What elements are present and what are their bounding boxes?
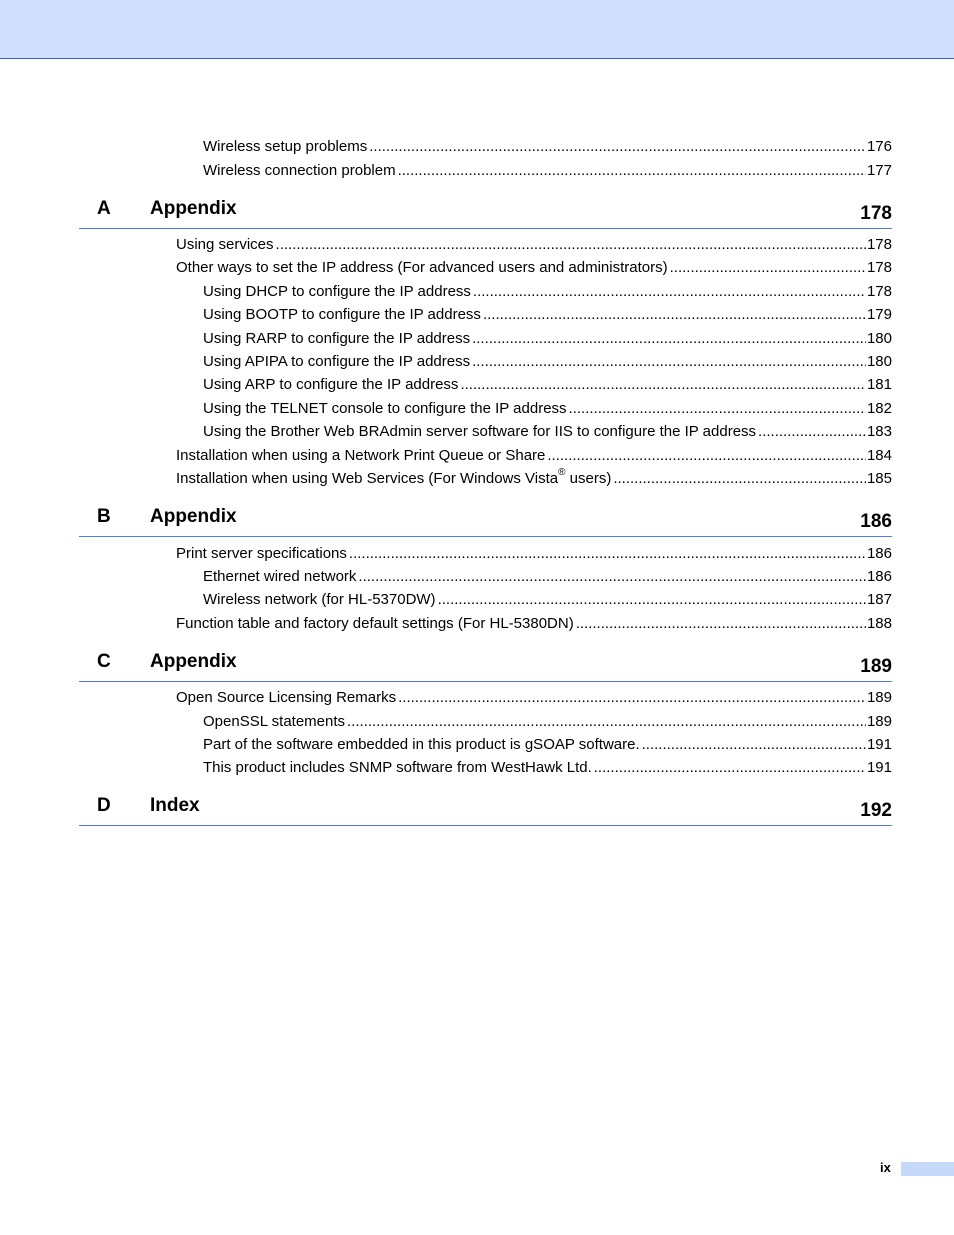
chapter-page: 186: [860, 511, 892, 532]
registered-mark: ®: [558, 467, 566, 478]
toc-entry-page: 176: [866, 138, 892, 155]
toc-entry-title: Using APIPA to configure the IP address: [203, 353, 471, 370]
dot-leader: [670, 259, 866, 277]
toc-entry[interactable]: [203, 328, 892, 348]
chapter-letter: B: [97, 506, 111, 527]
dot-leader: [369, 138, 866, 156]
dot-leader: [398, 689, 866, 707]
toc-entry-title-main: Installation when using Web Services (For Windows Vista: [176, 470, 559, 487]
footer-tab: [901, 1162, 954, 1176]
toc-entry[interactable]: [176, 687, 892, 707]
toc-entry-page: 184: [866, 447, 892, 464]
toc-entry[interactable]: [203, 757, 892, 777]
toc-entry-page: 182: [866, 400, 892, 417]
toc-entry[interactable]: [203, 160, 892, 180]
toc-entry-title: Using the TELNET console to configure the IP address: [203, 400, 567, 417]
dot-leader: [569, 400, 866, 418]
toc-entry-page: 181: [866, 376, 892, 393]
chapter-heading-b[interactable]: [79, 506, 892, 537]
toc-entry-title: Part of the software embedded in this product is gSOAP software.: [203, 736, 640, 753]
toc-entry-title: OpenSSL statements: [203, 713, 346, 730]
dot-leader: [460, 376, 866, 394]
dot-leader: [473, 283, 866, 301]
toc-entry-title: Using ARP to configure the IP address: [203, 376, 459, 393]
chapter-title: Index: [150, 795, 200, 816]
toc-entry[interactable]: [203, 398, 892, 418]
toc-entry-page: 191: [866, 759, 892, 776]
header-band: [0, 0, 954, 59]
chapter-page: 178: [860, 203, 892, 224]
toc-entry-page: 187: [866, 591, 892, 608]
toc-entry[interactable]: [176, 234, 892, 254]
toc-entry-page: 180: [866, 353, 892, 370]
dot-leader: [576, 615, 866, 633]
dot-leader: [483, 306, 866, 324]
dot-leader: [472, 330, 866, 348]
toc-entry[interactable]: [203, 351, 892, 371]
dot-leader: [438, 591, 866, 609]
toc-entry-title: This product includes SNMP software from WestHawk Ltd.: [203, 759, 592, 776]
page-number: ix: [880, 1160, 891, 1175]
toc-entry-title: Using DHCP to configure the IP address: [203, 283, 471, 300]
toc-entry-title: Wireless network (for HL-5370DW): [203, 591, 436, 608]
toc-entry[interactable]: [203, 566, 892, 586]
chapter-heading-a[interactable]: [79, 198, 892, 229]
chapter-heading-d[interactable]: [79, 795, 892, 826]
toc-entry-page: 178: [866, 259, 892, 276]
toc-entry-title: Open Source Licensing Remarks: [176, 689, 397, 706]
chapter-title: Appendix: [150, 506, 237, 527]
toc-entry-title: Print server specifications: [176, 545, 347, 562]
toc-entry-title: Using RARP to configure the IP address: [203, 330, 471, 347]
dot-leader: [349, 545, 866, 563]
toc-entry-title: Installation when using a Network Print Queue or Share: [176, 447, 546, 464]
toc-entry-title: Function table and factory default settings (For HL-5380DN): [176, 615, 574, 632]
toc-entry-title-tail: users): [565, 470, 612, 487]
toc-entry-page: 180: [866, 330, 892, 347]
toc-entry-title: Wireless setup problems: [203, 138, 368, 155]
chapter-title: Appendix: [150, 651, 237, 672]
toc-entry[interactable]: [203, 734, 892, 754]
dot-leader: [398, 162, 866, 180]
toc-entry[interactable]: [176, 468, 892, 488]
toc-entry-page: 177: [866, 162, 892, 179]
chapter-page: 192: [860, 800, 892, 821]
toc-entry[interactable]: [176, 257, 892, 277]
toc-entry[interactable]: [176, 613, 892, 633]
dot-leader: [642, 736, 866, 754]
dot-leader: [472, 353, 866, 371]
dot-leader: [347, 713, 866, 731]
toc-entry[interactable]: [203, 421, 892, 441]
toc-entry[interactable]: [203, 711, 892, 731]
toc-entry[interactable]: [176, 543, 892, 563]
dot-leader: [547, 447, 866, 465]
dot-leader: [613, 470, 866, 488]
toc-entry[interactable]: [203, 589, 892, 609]
toc-entry[interactable]: [176, 445, 892, 465]
toc-entry-page: 183: [866, 423, 892, 440]
chapter-letter: D: [97, 795, 111, 816]
toc-entry-page: 179: [866, 306, 892, 323]
toc-entry-page: 178: [866, 236, 892, 253]
chapter-heading-c[interactable]: [79, 651, 892, 682]
toc-entry[interactable]: [203, 304, 892, 324]
toc-entry-title: Ethernet wired network: [203, 568, 357, 585]
toc-entry-page: 188: [866, 615, 892, 632]
toc-entry-page: 186: [866, 545, 892, 562]
toc-entry-title: [176, 467, 613, 488]
dot-leader: [594, 759, 866, 777]
toc-entry-page: 189: [866, 689, 892, 706]
dot-leader: [358, 568, 866, 586]
chapter-letter: A: [97, 198, 111, 219]
toc-entry-page: 178: [866, 283, 892, 300]
toc-entry[interactable]: [203, 374, 892, 394]
toc-entry[interactable]: [203, 281, 892, 301]
dot-leader: [276, 236, 866, 254]
toc-entry-title: Using services: [176, 236, 274, 253]
chapter-title: Appendix: [150, 198, 237, 219]
toc-entry-page: 186: [866, 568, 892, 585]
chapter-letter: C: [97, 651, 111, 672]
dot-leader: [758, 423, 866, 441]
chapter-page: 189: [860, 656, 892, 677]
toc-entry-title: Other ways to set the IP address (For advanced users and administrators): [176, 259, 668, 276]
toc-entry-page: 185: [866, 470, 892, 487]
toc-entry-title: Using the Brother Web BRAdmin server software for IIS to configure the IP address: [203, 423, 757, 440]
toc-entry-page: 189: [866, 713, 892, 730]
toc-entry-title: Wireless connection problem: [203, 162, 396, 179]
toc-entry[interactable]: [203, 136, 892, 156]
toc-entry-page: 191: [866, 736, 892, 753]
toc-entry-title: Using BOOTP to configure the IP address: [203, 306, 481, 323]
